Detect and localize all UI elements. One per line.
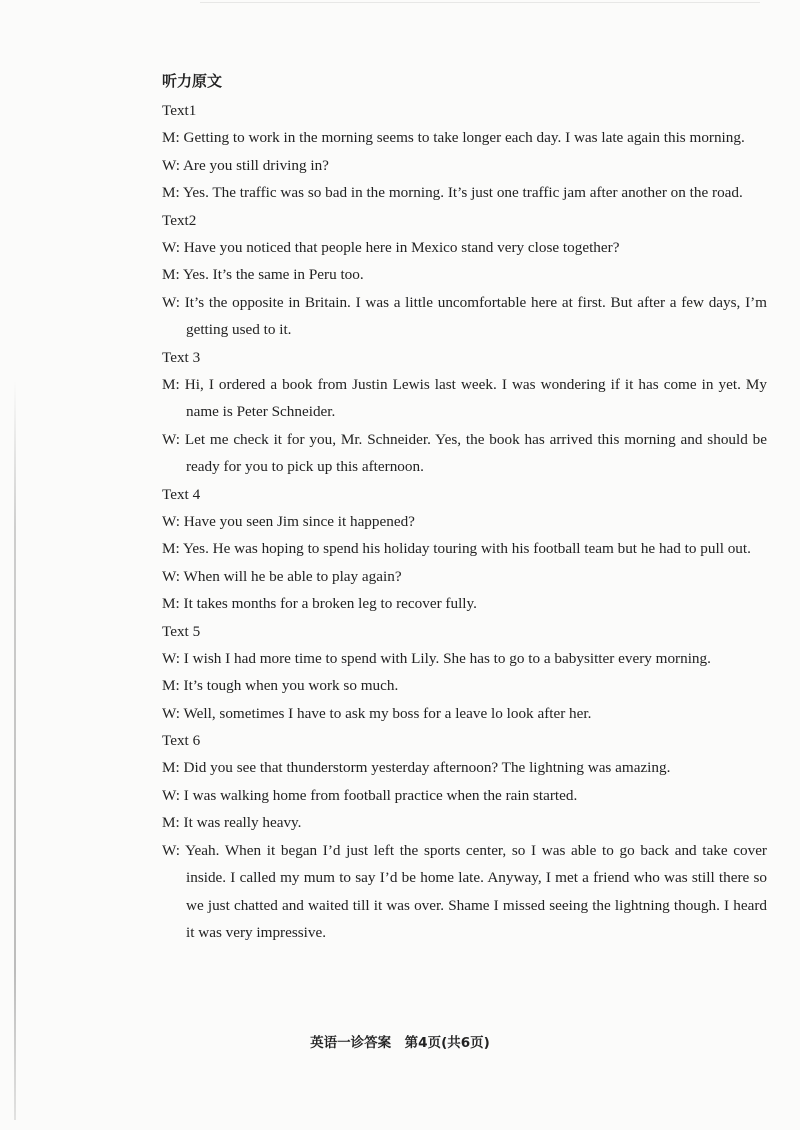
utterance: Yes. The traffic was so bad in the morning. It’s just one traffic jam after another on the road. bbox=[182, 184, 743, 201]
utterance: Did you see that thunderstorm yesterday afternoon? The lightning was amazing. bbox=[183, 759, 671, 776]
section-label: Text 5 bbox=[162, 622, 201, 640]
speaker-label: W: bbox=[162, 512, 180, 530]
section-label: Text 4 bbox=[162, 485, 201, 503]
page-heading: 听力原文 bbox=[162, 72, 223, 90]
speaker-label: M: bbox=[162, 540, 180, 557]
dialogue-line bbox=[162, 645, 767, 673]
section-text-2 bbox=[162, 207, 767, 344]
speaker-label: M: bbox=[162, 375, 180, 393]
utterance: Are you still driving in? bbox=[182, 156, 329, 174]
dialogue-line bbox=[162, 508, 767, 536]
speaker-label: M: bbox=[162, 595, 180, 612]
dialogue-line bbox=[162, 124, 767, 152]
utterance: Have you noticed that people here in Mexico stand very close together? bbox=[183, 238, 620, 256]
speaker-label: M: bbox=[162, 184, 180, 201]
dialogue-line bbox=[162, 837, 767, 947]
utterance: It takes months for a broken leg to recover fully. bbox=[183, 595, 477, 612]
utterance: Hi, I ordered a book from Justin Lewis last week. I was wondering if it has come in yet. My name is Peter Schneider. bbox=[184, 375, 768, 420]
utterance: Yes. He was hoping to spend his holiday touring with his football team but he had to pull out. bbox=[182, 540, 751, 557]
speaker-label: W: bbox=[162, 786, 180, 804]
dialogue-line bbox=[162, 261, 767, 289]
section-text-1 bbox=[162, 97, 767, 207]
speaker-label: W: bbox=[162, 704, 180, 722]
scan-edge-top bbox=[200, 2, 760, 3]
dialogue-line bbox=[162, 426, 767, 481]
dialogue-line bbox=[162, 754, 767, 782]
dialogue-line bbox=[162, 672, 767, 700]
dialogue-line bbox=[162, 179, 767, 207]
section-label: Text2 bbox=[162, 211, 197, 229]
dialogue-line bbox=[162, 289, 767, 344]
utterance: It was really heavy. bbox=[183, 814, 302, 831]
utterance: Getting to work in the morning seems to take longer each day. I was late again this morning. bbox=[183, 129, 745, 146]
utterance: I was walking home from football practice when the rain started. bbox=[183, 786, 578, 804]
dialogue-line bbox=[162, 152, 767, 180]
section-text-4 bbox=[162, 481, 767, 618]
utterance: Well, sometimes I have to ask my boss for a leave lo look after her. bbox=[183, 704, 592, 722]
transcript-body bbox=[162, 68, 767, 947]
utterance: It’s the opposite in Britain. I was a little uncomfortable here at first. But after a few days, I’m getting used to it. bbox=[184, 293, 767, 338]
speaker-label: M: bbox=[162, 814, 180, 831]
section-text-6 bbox=[162, 727, 767, 947]
scan-edge-left bbox=[14, 380, 16, 1120]
speaker-label: W: bbox=[162, 841, 180, 859]
dialogue-line bbox=[162, 590, 767, 618]
section-label: Text 3 bbox=[162, 348, 201, 366]
utterance: Yes. It’s the same in Peru too. bbox=[182, 266, 364, 283]
section-text-3 bbox=[162, 344, 767, 481]
dialogue-line bbox=[162, 700, 767, 728]
dialogue-line bbox=[162, 809, 767, 837]
utterance: I wish I had more time to spend with Lily. She has to go to a babysitter every morning. bbox=[183, 649, 711, 667]
dialogue-line bbox=[162, 535, 767, 563]
page-footer: 英语一诊答案 第4页(共6页) bbox=[310, 1035, 490, 1051]
dialogue-line bbox=[162, 563, 767, 591]
speaker-label: W: bbox=[162, 293, 180, 311]
utterance: Have you seen Jim since it happened? bbox=[183, 512, 415, 530]
section-text-5 bbox=[162, 618, 767, 728]
speaker-label: M: bbox=[162, 129, 180, 146]
speaker-label: W: bbox=[162, 430, 180, 448]
section-label: Text 6 bbox=[162, 732, 201, 749]
speaker-label: W: bbox=[162, 567, 180, 585]
speaker-label: W: bbox=[162, 156, 180, 174]
speaker-label: W: bbox=[162, 238, 180, 256]
speaker-label: M: bbox=[162, 759, 180, 776]
speaker-label: M: bbox=[162, 266, 180, 283]
section-label: Text1 bbox=[162, 102, 197, 119]
utterance: Yeah. When it began I’d just left the sports center, so I was able to go back and take cover inside. I called my mum to say I’d be home late. Anyway, I met a friend who was still there so we just chatted and waited till it was over. Shame I missed seeing the lightning though. I heard it was very impressive. bbox=[185, 841, 767, 941]
utterance: Let me check it for you, Mr. Schneider. Yes, the book has arrived this morning and should be ready for you to pick up this afternoon. bbox=[184, 430, 767, 475]
speaker-label: W: bbox=[162, 649, 180, 667]
speaker-label: M: bbox=[162, 677, 180, 694]
utterance: When will he be able to play again? bbox=[183, 567, 402, 585]
dialogue-line bbox=[162, 782, 767, 810]
dialogue-line bbox=[162, 371, 767, 426]
dialogue-line bbox=[162, 234, 767, 262]
utterance: It’s tough when you work so much. bbox=[183, 677, 399, 694]
